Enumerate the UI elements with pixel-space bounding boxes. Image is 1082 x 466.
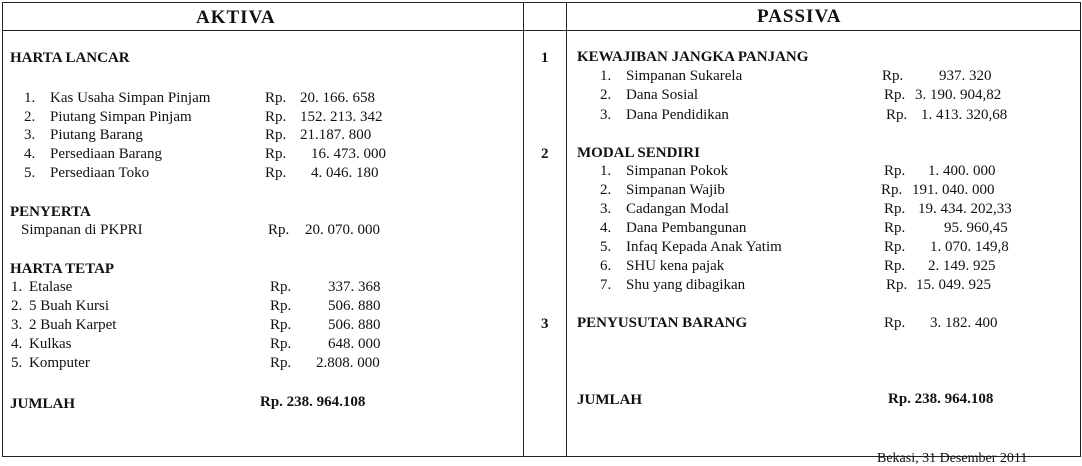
passiva-jumlah-value: Rp. 238. 964.108 — [888, 391, 994, 407]
passiva-jumlah-label: JUMLAH — [577, 392, 642, 408]
list-item: 4. Kulkas Rp. 648. 000 — [11, 336, 381, 352]
list-item: 1. Simpanan Sukarela Rp. 937. 320 — [600, 68, 992, 84]
modal-heading: MODAL SENDIRI — [577, 145, 700, 161]
harta-tetap-heading: HARTA TETAP — [10, 261, 115, 277]
penyusutan-number: 3 — [541, 316, 549, 332]
harta-lancar-heading: HARTA LANCAR — [10, 50, 130, 66]
list-item: 2. Dana Sosial Rp. 3. 190. 904,82 — [600, 87, 1002, 103]
list-item: 7. Shu yang dibagikan Rp. 15. 049. 925 — [600, 277, 991, 293]
list-item: 3. Dana Pendidikan Rp. 1. 413. 320,68 — [600, 107, 1008, 123]
kewajiban-heading: KEWAJIBAN JANGKA PANJANG — [577, 49, 809, 65]
list-item: 5. Infaq Kepada Anak Yatim Rp. 1. 070. 149,8 — [600, 239, 1009, 255]
list-item: 2. Simpanan Wajib Rp. 191. 040. 000 — [600, 182, 995, 198]
list-item: 6. SHU kena pajak Rp. 2. 149. 925 — [600, 258, 996, 274]
list-item: 1. Etalase Rp. 337. 368 — [11, 279, 381, 295]
footer-date-note: Bekasi, 31 Desember 2011 — [877, 451, 1028, 466]
list-item: 4. Persediaan Barang Rp. 16. 473. 000 — [24, 146, 386, 162]
penyerta-row: Simpanan di PKPRI Rp. 20. 070. 000 — [21, 222, 380, 238]
list-item: 4. Dana Pembangunan Rp. 95. 960,45 — [600, 220, 1008, 236]
list-item: 1. Simpanan Pokok Rp. 1. 400. 000 — [600, 163, 996, 179]
aktiva-jumlah-label: JUMLAH — [10, 396, 75, 412]
aktiva-jumlah-value: Rp. 238. 964.108 — [260, 394, 366, 410]
penyusutan-row: Rp. 3. 182. 400 — [884, 315, 998, 331]
aktiva-title: AKTIVA — [196, 7, 276, 28]
center-divider-left — [523, 2, 524, 456]
modal-number: 2 — [541, 146, 549, 162]
list-item: 5. Persediaan Toko Rp. 4. 046. 180 — [24, 165, 379, 181]
list-item: 3. Piutang Barang Rp. 21.187. 800 — [24, 127, 372, 143]
list-item: 3. 2 Buah Karpet Rp. 506. 880 — [11, 317, 381, 333]
passiva-title: PASSIVA — [757, 6, 842, 27]
list-item: 5. Komputer Rp. 2.808. 000 — [11, 355, 380, 371]
list-item: 2. 5 Buah Kursi Rp. 506. 880 — [11, 298, 381, 314]
kewajiban-number: 1 — [541, 50, 549, 66]
list-item: 1. Kas Usaha Simpan Pinjam Rp. 20. 166. 658 — [24, 90, 375, 106]
penyusutan-heading: PENYUSUTAN BARANG — [577, 315, 748, 331]
header-divider — [2, 30, 1081, 31]
list-item: 3. Cadangan Modal Rp. 19. 434. 202,33 — [600, 201, 1012, 217]
list-item: 2. Piutang Simpan Pinjam Rp. 152. 213. 342 — [24, 109, 383, 125]
penyerta-heading: PENYERTA — [10, 204, 91, 220]
